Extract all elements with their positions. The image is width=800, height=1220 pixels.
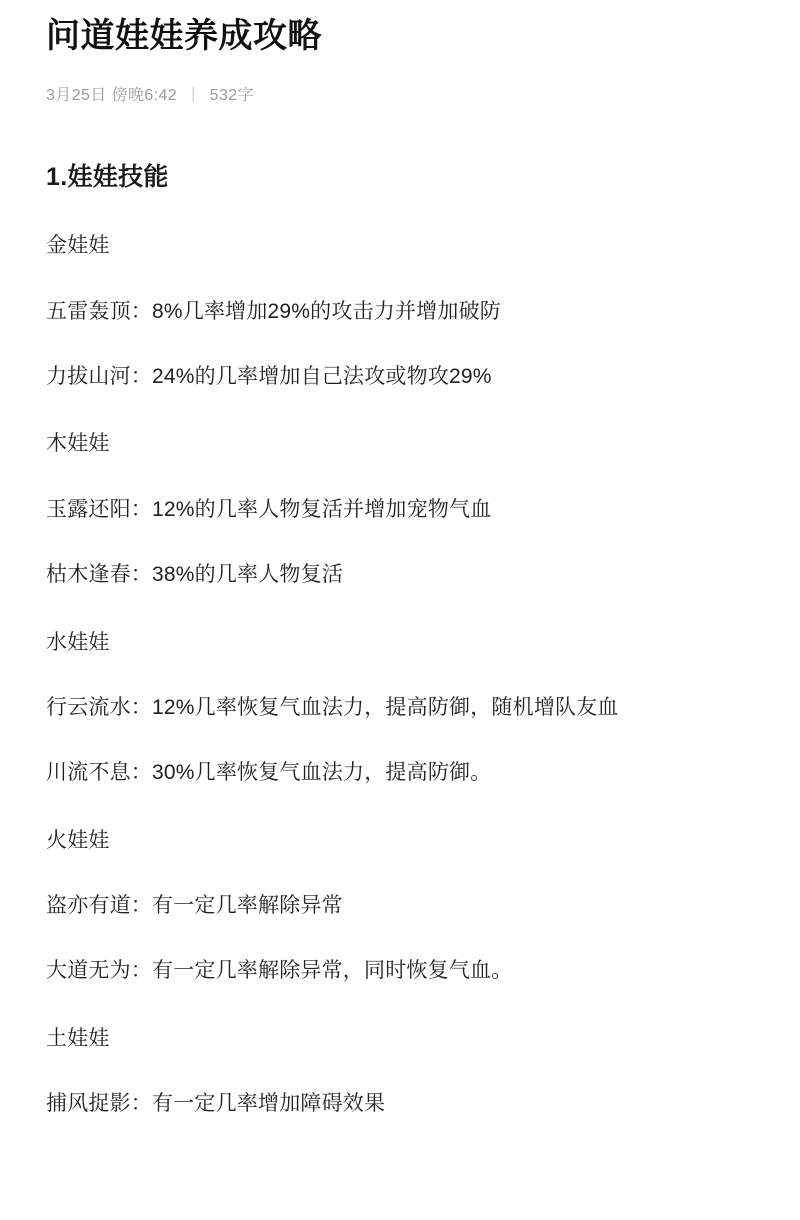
skill-kumufengchun: 枯木逢春：38%的几率人物复活 <box>46 563 344 587</box>
skill-chuanliubuxi: 川流不息：30%几率恢复气血法力，提高防御。 <box>46 761 492 785</box>
meta-separator: | <box>191 84 196 102</box>
skill-bufengzhuoying: 捕风捉影：有一定几率增加障碍效果 <box>46 1092 386 1116</box>
article-page <box>0 14 800 1119</box>
skill-wuleihongding: 五雷轰顶：8%几率增加29%的攻击力并增加破防 <box>46 299 501 323</box>
skill-daoyiyoudao: 盗亦有道：有一定几率解除异常 <box>46 894 343 918</box>
subheading-gold-doll: 金娃娃 <box>46 234 110 258</box>
skill-yuluhuanyang: 玉露还阳：12%的几率人物复活并增加宠物气血 <box>46 497 492 521</box>
publish-date: 3月25日 傍晚6:42 <box>46 87 178 105</box>
subheading-fire-doll: 火娃娃 <box>46 828 110 852</box>
word-count: 532字 <box>209 87 254 105</box>
page-title: 问道娃娃养成攻略 <box>46 17 322 55</box>
skill-xingyunliushui: 行云流水：12%几率恢复气血法力，提高防御，随机增队友血 <box>46 695 619 719</box>
subheading-water-doll: 水娃娃 <box>46 630 110 654</box>
subheading-earth-doll: 土娃娃 <box>46 1026 110 1050</box>
section-heading-1: 1.娃娃技能 <box>46 163 169 192</box>
skill-dadaowuwei: 大道无为：有一定几率解除异常，同时恢复气血。 <box>46 959 513 983</box>
skill-libashanhe: 力拔山河：24%的几率增加自己法攻或物攻29% <box>46 364 492 388</box>
subheading-wood-doll: 木娃娃 <box>46 432 110 456</box>
article-meta <box>46 82 754 105</box>
